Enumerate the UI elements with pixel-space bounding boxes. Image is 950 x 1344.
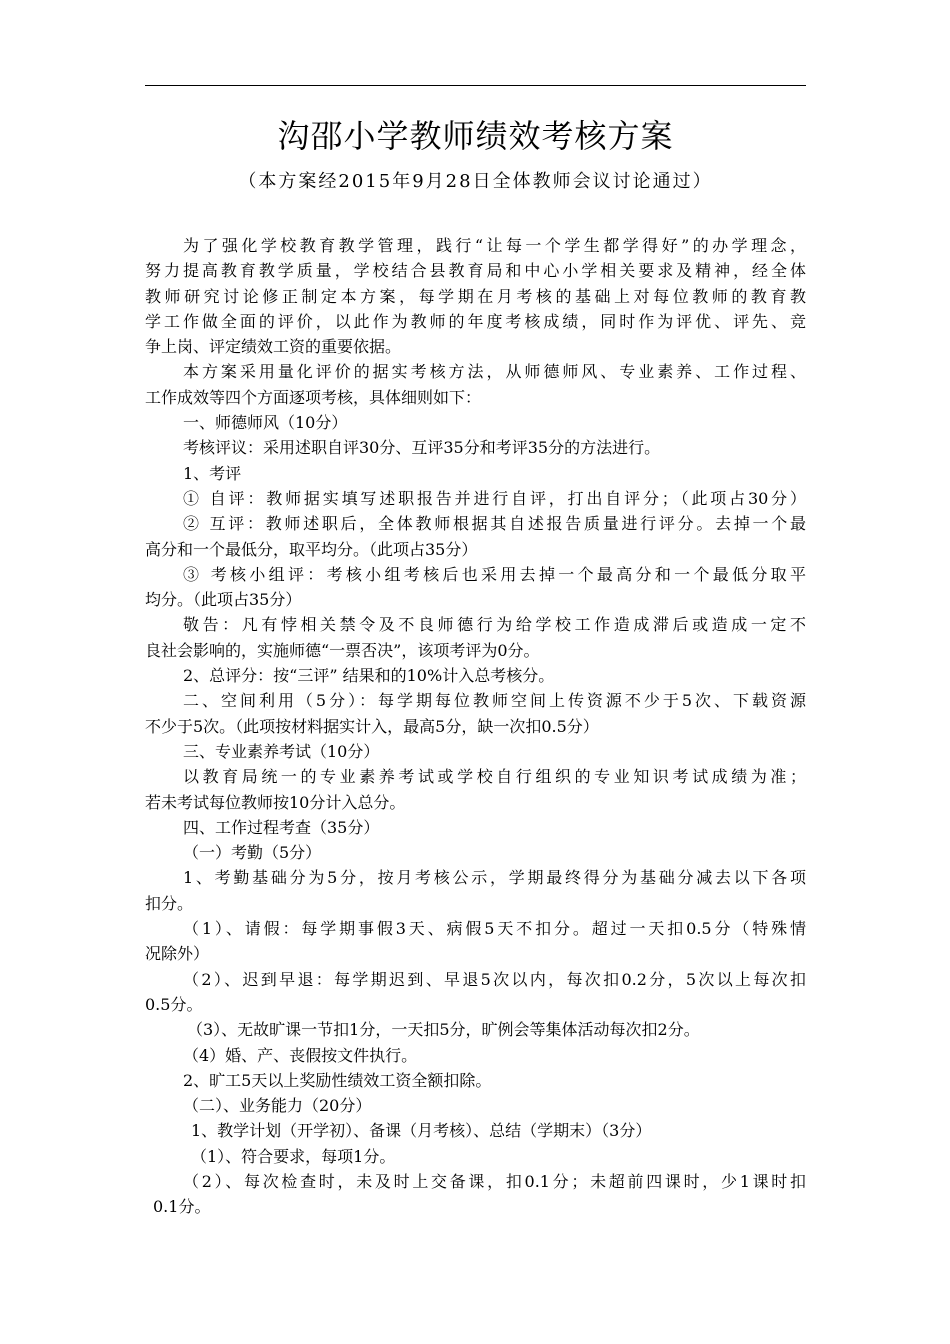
body-line: （1）、请假：每学期事假3天、病假5天不扣分。超过一天扣0.5分（特殊情 — [183, 919, 806, 939]
body-line: 考核评议：采用述职自评30分、互评35分和考评35分的方法进行。 — [183, 438, 661, 458]
body-line: 学工作做全面的评价，以此作为教师的年度考核成绩，同时作为评优、评先、竞 — [145, 311, 806, 331]
body-line: 一、师德师风（10分） — [183, 413, 348, 433]
body-line: 1、考评 — [183, 463, 242, 483]
body-line: 二、空间利用（5分）：每学期每位教师空间上传资源不少于5次、下载资源 — [183, 691, 806, 711]
body-line: 不少于5次。（此项按材料据实计入，最高5分，缺一次扣0.5分） — [145, 716, 599, 736]
body-line: ③ 考核小组评：考核小组考核后也采用去掉一个最高分和一个最低分取平 — [183, 564, 806, 584]
document-title: 沟邵小学教师绩效考核方案 — [277, 117, 674, 155]
body-line: 争上岗、评定绩效工资的重要依据。 — [145, 337, 402, 357]
body-line: （4）婚、产、丧假按文件执行。 — [183, 1045, 418, 1065]
body-line: 2、总评分：按“三评” 结果和的10%计入总考核分。 — [183, 666, 555, 686]
body-line: 本方案采用量化评价的据实考核方法，从师德师风、专业素养、工作过程、 — [183, 362, 806, 382]
body-line: （2）、迟到早退：每学期迟到、早退5次以内，每次扣0.2分，5次以上每次扣 — [183, 969, 806, 989]
body-line: 若未考试每位教师按10分计入总分。 — [145, 792, 406, 812]
body-line: 1、考勤基础分为5分，按月考核公示，学期最终得分为基础分减去以下各项 — [183, 868, 806, 888]
body-line: 为了强化学校教育教学管理，践行“让每一个学生都学得好”的办学理念， — [183, 236, 806, 255]
body-line: 敬告：凡有悖相关禁令及不良师德行为给学校工作造成滞后或造成一定不 — [183, 615, 806, 635]
header-rule — [145, 85, 806, 86]
body-line: （二）、业务能力（20分） — [183, 1096, 372, 1116]
document-subtitle: （本方案经2015年9月28日全体教师会议讨论通过） — [238, 171, 713, 192]
body-line: 以教育局统一的专业素养考试或学校自行组织的专业知识考试成绩为准； — [183, 767, 806, 787]
body-line: 2、旷工5天以上奖励性绩效工资全额扣除。 — [183, 1070, 492, 1090]
body-line: 努力提高教育教学质量，学校结合县教育局和中心小学相关要求及精神，经全体 — [145, 261, 806, 281]
body-line: 况除外） — [145, 944, 210, 964]
body-line: 0.1分。 — [153, 1197, 211, 1217]
body-line: 良社会影响的，实施师德“一票否决”，该项考评为0分。 — [145, 640, 540, 660]
body-line: 均分。（此项占35分） — [145, 590, 302, 610]
body-line: 扣分。 — [145, 893, 194, 913]
body-line: （2）、每次检查时，未及时上交备课，扣0.1分；未超前四课时，少1课时扣 — [183, 1171, 806, 1191]
body-line: 三、专业素养考试（10分） — [183, 741, 380, 761]
body-line: 高分和一个最低分，取平均分。（此项占35分） — [145, 539, 478, 559]
body-line: 四、工作过程考查（35分） — [183, 817, 380, 837]
document-body — [145, 233, 806, 1220]
body-line: 工作成效等四个方面逐项考核，具体细则如下： — [145, 387, 482, 407]
body-line: （1）、符合要求，每项1分。 — [191, 1146, 396, 1166]
body-line: （3）、无故旷课一节扣1分，一天扣5分，旷例会等集体活动每次扣2分。 — [187, 1020, 700, 1040]
body-line: 1、教学计划（开学初）、备课（月考核）、总结（学期末）（3分） — [191, 1121, 652, 1141]
body-line: ② 互评：教师述职后，全体教师根据其自述报告质量进行评分。去掉一个最 — [183, 514, 806, 534]
body-line: （一）考勤（5分） — [183, 843, 322, 863]
body-line: 教师研究讨论修正制定本方案，每学期在月考核的基础上对每位教师的教育教 — [145, 286, 806, 306]
body-line: 0.5分。 — [145, 994, 203, 1014]
body-line: ① 自评：教师据实填写述职报告并进行自评，打出自评分；（此项占30分） — [183, 488, 806, 508]
